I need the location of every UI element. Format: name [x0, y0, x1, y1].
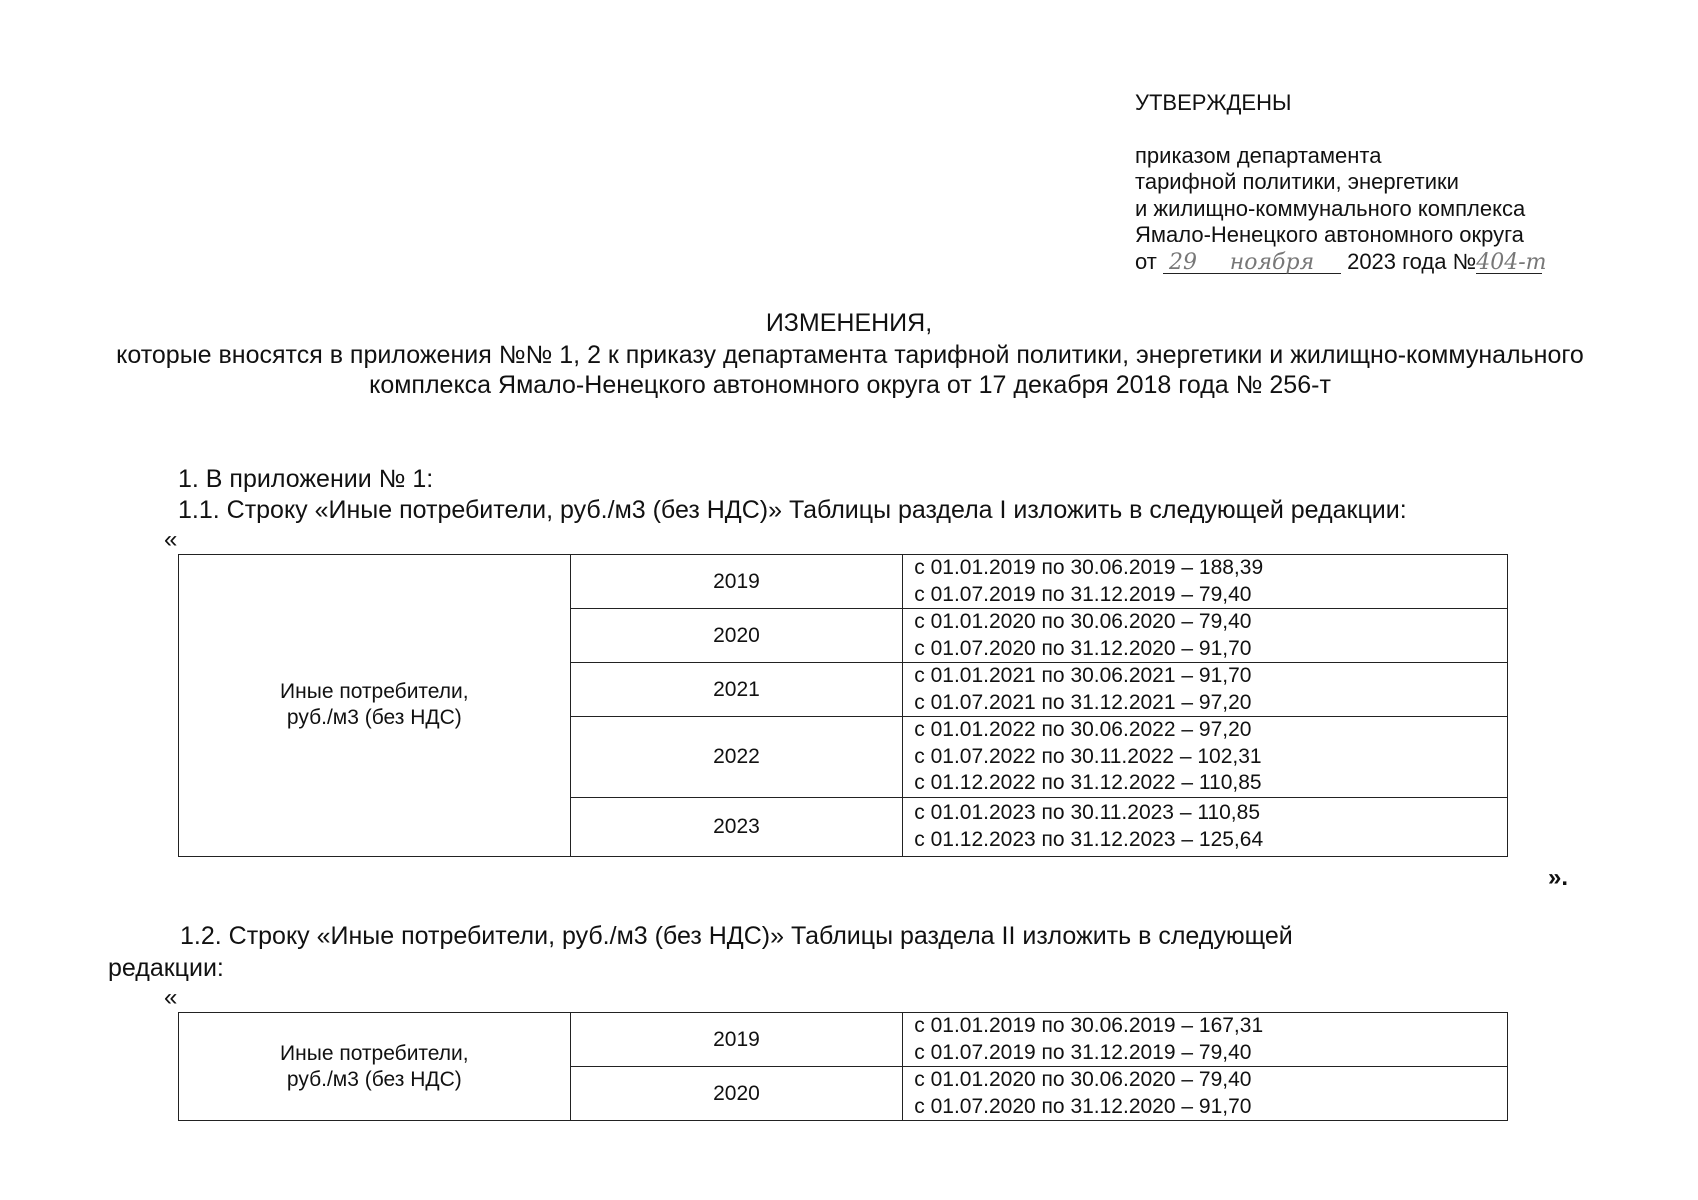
open-quote: « — [164, 526, 178, 553]
number-handwritten: 404-т — [1476, 249, 1547, 275]
period-text: с 01.12.2022 по 31.12.2022 – 110,85 — [914, 771, 1262, 794]
section1-heading: 1. В приложении № 1: — [178, 465, 434, 493]
year-cell: 2019 — [570, 555, 903, 609]
period-text: с 01.07.2021 по 31.12.2021 – 97,20 — [914, 690, 1252, 714]
year-cell: 2022 — [570, 717, 903, 798]
year-cell: 2023 — [570, 797, 903, 856]
category-label: Иные потребители, — [280, 680, 469, 704]
period-text: с 01.01.2020 по 30.06.2020 – 79,40 — [914, 610, 1252, 633]
year-text: 2023 года № — [1347, 248, 1477, 274]
category-cell — [179, 555, 571, 857]
document-title: ИЗМЕНЕНИЯ, — [765, 309, 933, 337]
open-quote-2: « — [164, 984, 178, 1011]
approval-date-line — [1135, 248, 1547, 276]
periods-cell — [903, 555, 1508, 609]
period-text: с 01.07.2020 по 31.12.2020 – 91,70 — [914, 1094, 1252, 1118]
period-text: с 01.01.2021 по 30.06.2021 – 91,70 — [914, 664, 1252, 687]
period-text: с 01.07.2019 по 31.12.2019 – 79,40 — [914, 1040, 1252, 1064]
category-label: Иные потребители, — [280, 1041, 469, 1065]
year-cell: 2021 — [570, 663, 903, 717]
year-cell: 2020 — [570, 609, 903, 663]
approval-block — [1135, 90, 1547, 275]
period-text: с 01.01.2019 по 30.06.2019 – 167,31 — [914, 1014, 1264, 1037]
period-text: с 01.01.2020 по 30.06.2020 – 79,40 — [914, 1068, 1252, 1091]
table-row — [179, 1013, 1508, 1067]
section2-item: 1.2. Строку «Иные потребители, руб./м3 (без НДС)» Таблицы раздела II изложить в следующей — [180, 922, 1293, 950]
month-handwritten: ноября — [1229, 249, 1315, 275]
period-text: с 01.07.2020 по 31.12.2020 – 91,70 — [914, 636, 1252, 660]
periods-cell — [903, 1067, 1508, 1121]
periods-cell — [903, 717, 1508, 798]
section2-item-continued: редакции: — [108, 954, 224, 982]
period-text: с 01.01.2022 по 30.06.2022 – 97,20 — [914, 718, 1252, 741]
date-prefix: от — [1135, 248, 1157, 274]
number-field — [1476, 249, 1547, 275]
period-text: с 01.01.2023 по 30.11.2023 – 110,85 — [914, 801, 1261, 824]
periods-cell — [903, 609, 1508, 663]
tariff-table-2 — [178, 1012, 1508, 1121]
period-text: с 01.07.2019 по 31.12.2019 – 79,40 — [914, 582, 1252, 606]
periods-cell — [903, 797, 1508, 856]
year-cell: 2019 — [570, 1013, 903, 1067]
approval-line: и жилищно-коммунального комплекса — [1135, 195, 1526, 221]
category-unit: руб./м3 (без НДС) — [286, 706, 462, 730]
tariff-table-1 — [178, 554, 1508, 857]
day-handwritten: 29 — [1168, 249, 1197, 275]
table-row — [179, 555, 1508, 609]
year-cell: 2020 — [570, 1067, 903, 1121]
period-text: с 01.01.2019 по 30.06.2019 – 188,39 — [914, 556, 1264, 579]
day-field — [1163, 249, 1203, 274]
approval-line: тарифной политики, энергетики — [1135, 169, 1459, 194]
period-text: с 01.07.2022 по 30.11.2022 – 102,31 — [914, 744, 1262, 768]
approval-heading: УТВЕРЖДЕНЫ — [1135, 90, 1292, 115]
section1-item: 1.1. Строку «Иные потребители, руб./м3 (без НДС)» Таблицы раздела I изложить в следующей редакции: — [178, 496, 1407, 524]
periods-cell — [903, 663, 1508, 717]
category-cell — [179, 1013, 571, 1121]
month-field — [1203, 249, 1341, 274]
document-subtitle: которые вносятся в приложения №№ 1, 2 к приказу департамента тарифной политики, энергетики и жилищно-коммунального комплекса Ямало-Ненецкого автономного округа от 17 декабря 2018 года № 256-т — [116, 341, 1584, 399]
periods-cell — [903, 1013, 1508, 1067]
approval-line: Ямало-Ненецкого автономного округа — [1135, 222, 1524, 247]
category-unit: руб./м3 (без НДС) — [286, 1067, 462, 1091]
period-text: с 01.12.2023 по 31.12.2023 – 125,64 — [914, 827, 1264, 851]
approval-line: приказом департамента — [1135, 142, 1382, 168]
close-quote: ». — [1548, 864, 1569, 891]
